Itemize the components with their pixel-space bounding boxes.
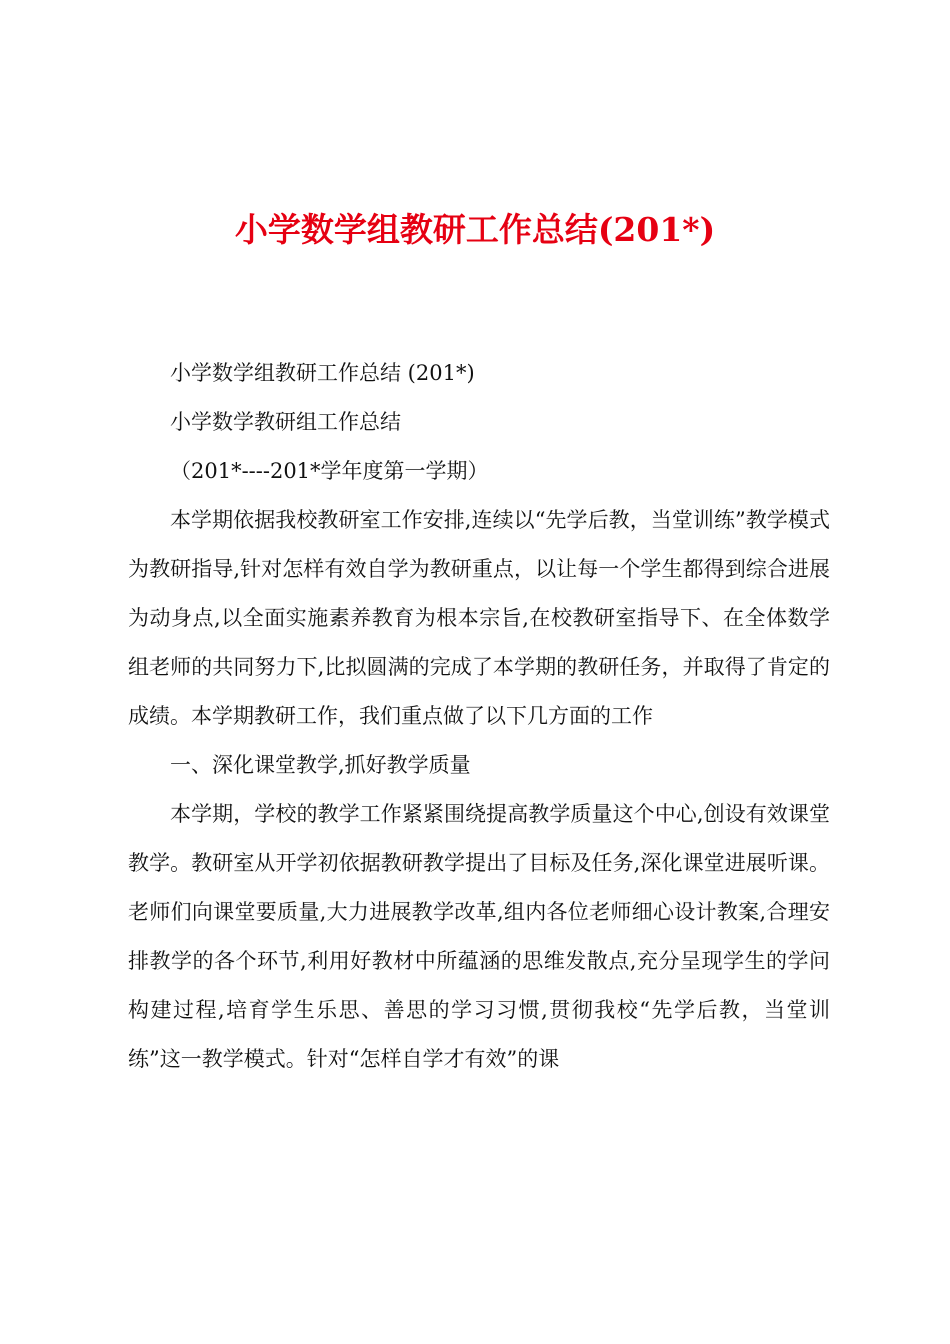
section-heading: 一、深化课堂教学,抓好教学质量 bbox=[170, 753, 471, 777]
semester-line: （201*----201*学年度第一学期） bbox=[170, 459, 489, 483]
document-body bbox=[128, 349, 830, 1084]
section-paragraph: 本学期，学校的教学工作紧紧围绕提高教学质量这个中心,创设有效课堂教学。教研室从开学初依据教研教学提出了目标及任务,深化课堂进展听课。老师们向课堂要质量,大力进展教学改革,组内各位老师细心设计教案,合理安排教学的各个环节,利用好教材中所蕴涵的思维发散点,充分呈现学生的学问构建过程,培育学生乐思、善思的学习习惯,贯彻我校“先学后教，当堂训练”这一教学模式。针对“怎样自学才有效”的课 bbox=[128, 802, 830, 1071]
document-title: 小学数学组教研工作总结(201*) bbox=[234, 210, 716, 249]
intro-paragraph: 本学期依据我校教研室工作安排,连续以“先学后教，当堂训练”教学模式为教研指导,针对怎样有效自学为教研重点，以让每一个学生都得到综合进展为动身点,以全面实施素养教育为根本宗旨,在校教研室指导下、在全体数学组老师的共同努力下,比拟圆满的完成了本学期的教研任务，并取得了肯定的成绩。本学期教研工作，我们重点做了以下几方面的工作 bbox=[128, 508, 830, 728]
group-title-line: 小学数学教研组工作总结 bbox=[170, 410, 401, 434]
subtitle-line: 小学数学组教研工作总结 (201*) bbox=[170, 361, 475, 385]
